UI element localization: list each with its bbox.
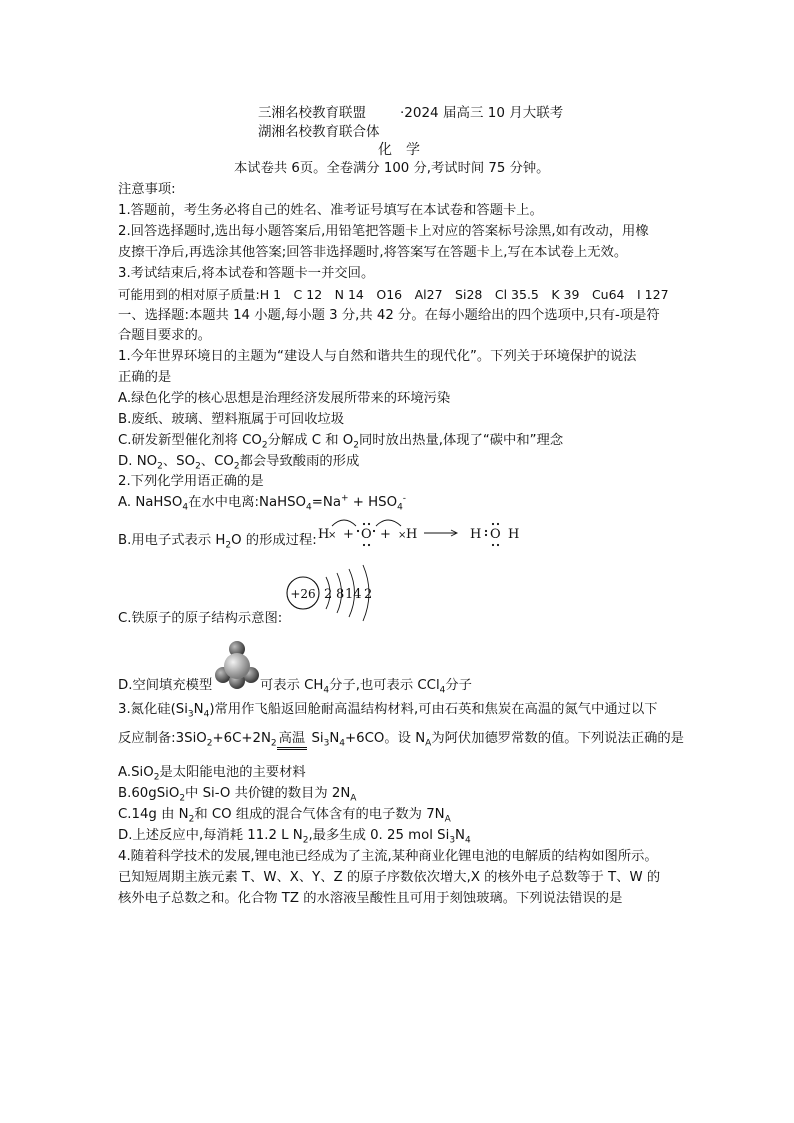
note-2-line-2: 皮擦干净后,再选涂其他答案;回答非选择题时,将答案写在答题卡上,写在本试卷上无效。 xyxy=(118,245,628,260)
q1-option-c: C.研发新型催化剂将 $CO_2$分解成 C 和 $O_2$同时放出热量,体现了“碳中和”理念 xyxy=(118,433,564,451)
shell-1-count: 2 xyxy=(324,587,333,602)
q1-stem-line-2: 正确的是 xyxy=(118,370,172,385)
q2-stem: 2.下列化学用语正确的是 xyxy=(118,474,264,489)
q2-option-d-part-1: D.空间填充模型 xyxy=(118,678,213,693)
q3-option-c: C.14g 由 $N_2$和 CO 组成的混合气体含有的电子数为 $7N_A$ xyxy=(118,807,451,825)
o-atom: O xyxy=(361,527,372,542)
section-1-intro-line-2: 合题目要求的。 xyxy=(118,328,212,343)
section-1-intro-line-1: 一、选择题:本题共 14 小题,每小题 3 分,共 42 分。在每小题给出的四个选项中,只有-项是符 xyxy=(118,308,660,323)
q1-option-d: D. $NO_2$、$SO_2$、$CO_2$都会导致酸雨的形成 xyxy=(118,454,360,472)
q4-stem-line-1: 4.随着科学技术的发展,锂电池已经成为了主流,某种商业化锂电池的电解质的结构如图所示。 xyxy=(118,849,658,864)
note-1: 1.答题前，考生务必将自己的姓名、准考证号填写在本试卷和答题卡上。 xyxy=(118,203,543,218)
q1-stem-line-1: 1.今年世界环境日的主题为“建设人与自然和谐共生的现代化”。下列关于环境保护的说法 xyxy=(118,349,637,364)
h2o-electron-formation-diagram xyxy=(316,512,526,554)
q4-stem-line-2: 已知短周期主族元素 T、W、X、Y、Z 的原子序数依次增大,X 的核外电子总数等于 T、W 的 xyxy=(118,870,661,885)
q1-option-b: B.废纸、玻璃、塑料瓶属于可回收垃圾 xyxy=(118,412,345,427)
header-union-1: 三湘名校教育联盟 xyxy=(258,105,366,121)
product-o: O xyxy=(490,527,501,542)
reaction-condition: 高温 xyxy=(277,731,308,750)
plus-2: + xyxy=(380,527,391,542)
h-atom-right: H xyxy=(406,527,418,542)
q1-option-a: A.绿色化学的核心思想是治理经济发展所带来的环境污染 xyxy=(118,391,451,406)
atomic-masses: 可能用到的相对原子质量:H 1 C 12 N 14 O16 Al27 Si28 Cl 35.5 K 39 Cu64 I 127 xyxy=(118,287,669,302)
h-right-electron: × xyxy=(398,530,407,541)
notes-title: 注意事项: xyxy=(118,182,176,197)
exam-info: 本试卷共 6页。全卷满分 100 分,考试时间 75 分钟。 xyxy=(234,161,550,176)
shell-4-count: 2 xyxy=(364,587,373,602)
q3-reaction-equation: 反应制备$:3SiO_2+6C+2N_2$ 高温 $Si_3N_4+6CO$。设 $N_A$为阿伏加德罗常数的值。下列说法正确的是 xyxy=(118,731,684,749)
shell-2-count: 8 xyxy=(336,587,345,602)
note-3: 3.考试结束后,将本试卷和答题卡一并交回。 xyxy=(118,266,375,281)
q3-option-b: B.60gSiO$_2$中 Si-O 共价键的数目为 $2N_A$ xyxy=(118,786,357,804)
shell-3-count: 14 xyxy=(345,587,362,602)
nucleus-charge: +26 xyxy=(290,587,316,601)
q2-option-d-part-2: 可表示 $CH_4$分子,也可表示 CCl$_4$分子 xyxy=(260,678,472,696)
plus-1: + xyxy=(343,527,354,542)
electron-arrow-right xyxy=(376,520,401,526)
header-union-2: 湖湘名校教育联合体 xyxy=(258,124,380,140)
header-exam-title: ·2024 届高三 10 月大联考 xyxy=(400,105,564,121)
h-atom-left: H xyxy=(318,527,330,542)
q3-stem-line-1: 3.氮化硅$(Si_3N_4)$常用作飞船返回舱耐高温结构材料,可由石英和焦炭在高温的氮气中通过以下 xyxy=(118,702,658,720)
q2-option-a: A. NaHSO$_4$在水中电离:NaHSO$_4$=Na+ + $HSO_4^-$ xyxy=(118,493,407,513)
q2-option-b: B.用电子式表示 $H_2O$ 的形成过程: xyxy=(118,533,317,551)
q3-option-a: A.SiO$_2$是太阳能电池的主要材料 xyxy=(118,765,306,783)
iron-atom-structure-diagram xyxy=(284,563,384,623)
h-left-electron: × xyxy=(328,530,337,541)
q2-option-c: C.铁原子的原子结构示意图: xyxy=(118,611,283,626)
product-h-right: H xyxy=(508,527,520,542)
product-h-left: H xyxy=(470,527,482,542)
note-2-line-1: 2.回答选择题时,选出每小题答案后,用铅笔把答题卡上对应的答案标号涂黑,如有改动，用橡 xyxy=(118,224,649,239)
subject-title: 化 学 xyxy=(378,142,420,158)
q4-stem-line-3: 核外电子总数之和。化合物 TZ 的水溶液呈酸性且可用于刻蚀玻璃。下列说法错误的是 xyxy=(118,891,623,906)
space-filling-model-image xyxy=(214,640,260,690)
electron-arrow-left xyxy=(332,520,356,526)
q3-option-d: D.上述反应中,每消耗 11.2 L $N_2$,最多生成 0. 25 mol $Si_3N_4$ xyxy=(118,828,471,846)
